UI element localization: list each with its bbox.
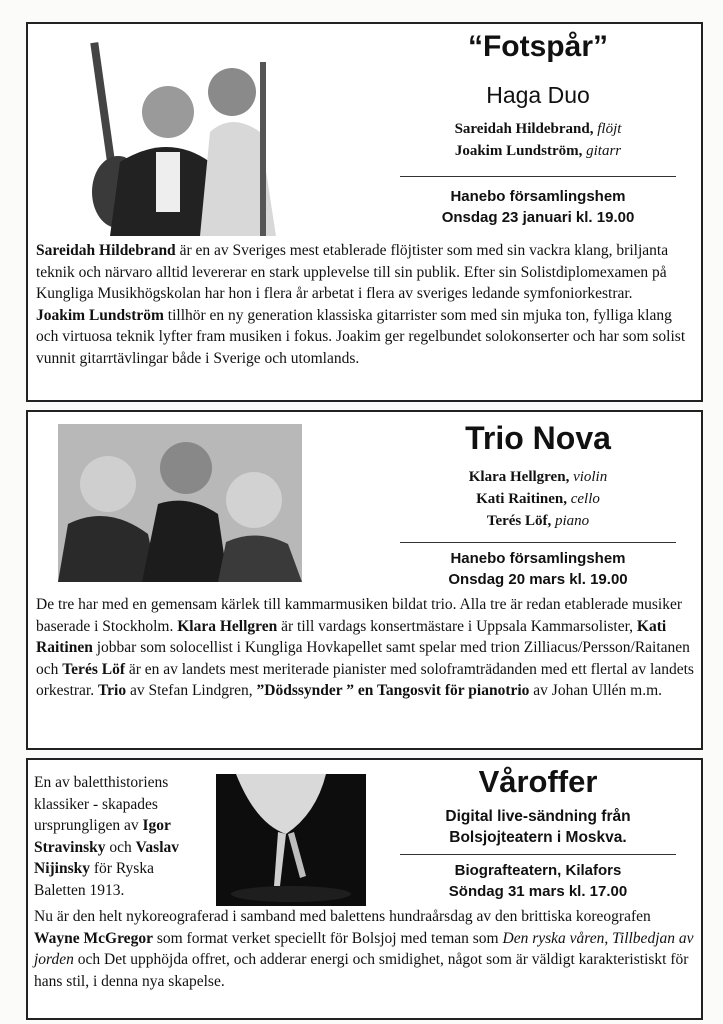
paragraph: En av baletthistoriens klassiker - skapades ursprungligen av Igor Stravinsky och Vaslav Nijinsky för Ryska Baletten 1913. xyxy=(34,774,179,899)
venue-date: Hanebo församlingshem Onsdag 23 januari kl. 19.00 xyxy=(441,188,635,226)
intro-text xyxy=(34,772,208,901)
section-title: “Fotspår” xyxy=(467,30,608,63)
trio-nova-photo xyxy=(58,424,302,582)
divider xyxy=(400,542,676,543)
paragraph: Joakim Lundström tillhör en ny generation klassiska gitarrister som med sin mjuka ton, fylliga klang och virtuosa teknik lyfter fram musiken i fokus. Joakim ger regelbundet solokonserter och har som solist vunnit gitarrtävlingar både i Sverige och utomlands. xyxy=(36,306,686,367)
description xyxy=(36,240,696,369)
description xyxy=(36,594,696,702)
concert-trio-nova xyxy=(26,410,703,750)
description xyxy=(34,906,698,992)
performer: Joakim Lundström, gitarr xyxy=(454,143,622,159)
section-title: Våroffer xyxy=(478,764,598,799)
paragraph: Nu är den helt nykoreograferad i samband med balettens hundraårsdag av den brittiska koreografen Wayne McGregor som format verket speciellt för Bolsjoj med teman som Den ryska våren, Tillbedjan av jorden och Det upphöjda offret, och adderar energi och smidighet, något som är väldigt karakteristiskt för hans stil, i denna nya skapelse. xyxy=(34,908,694,990)
paragraph: De tre har med en gemensam kärlek till kammarmusiken bildat trio. Alla tre är redan etablerade musiker baserade i Stockholm. Klara Hellgren är till vardags konsertmästare i Uppsala Kammarsolister, Kati Raitinen jobbar som solocellist i Kungliga Hovkapellet samt spelar med trion Zilliacus/Persson/Raitanen och Terés Löf är en av landets mest meriterade pianister med soloframträdanden med ett flertal av landets orkestrar. Trio av Stefan Lindgren, ”Dödssynder ” en Tangosvit för pianotrio av Johan Ullén m.m. xyxy=(36,596,694,699)
event-varoffer xyxy=(26,758,703,1020)
paragraph: Sareidah Hildebrand är en av Sveriges mest etablerade flöjtister som med sin vackra klang, briljanta teknik och närvaro alltid levererar en stark upplevelse till sin publik. Efter sin Solistdiplomexamen på Kungliga Musikhögskolan har hon i flera år arbetat i flera av sveriges ledande symfoniorkestrar. xyxy=(36,242,669,302)
venue-date: Biografteatern, Kilafors Söndag 31 mars kl. 17.00 xyxy=(448,862,628,900)
broadcast-info: Digital live-sändning från Bolsjojteatern i Moskva. xyxy=(445,808,631,846)
divider xyxy=(400,854,676,855)
performer-list xyxy=(388,466,688,532)
performer: Kati Raitinen, cello xyxy=(476,491,600,507)
ballet-photo xyxy=(216,774,366,906)
divider xyxy=(400,176,676,177)
venue-date: Hanebo församlingshem Onsdag 20 mars kl. 19.00 xyxy=(448,550,628,588)
concert-fotspar xyxy=(26,22,703,402)
performer: Terés Löf, piano xyxy=(486,513,590,529)
performer-list xyxy=(388,118,688,162)
ensemble-name: Haga Duo xyxy=(486,82,590,108)
section-title: Trio Nova xyxy=(465,420,611,456)
haga-duo-photo xyxy=(80,42,316,236)
performer: Sareidah Hildebrand, flöjt xyxy=(454,121,622,137)
performer: Klara Hellgren, violin xyxy=(468,469,608,485)
